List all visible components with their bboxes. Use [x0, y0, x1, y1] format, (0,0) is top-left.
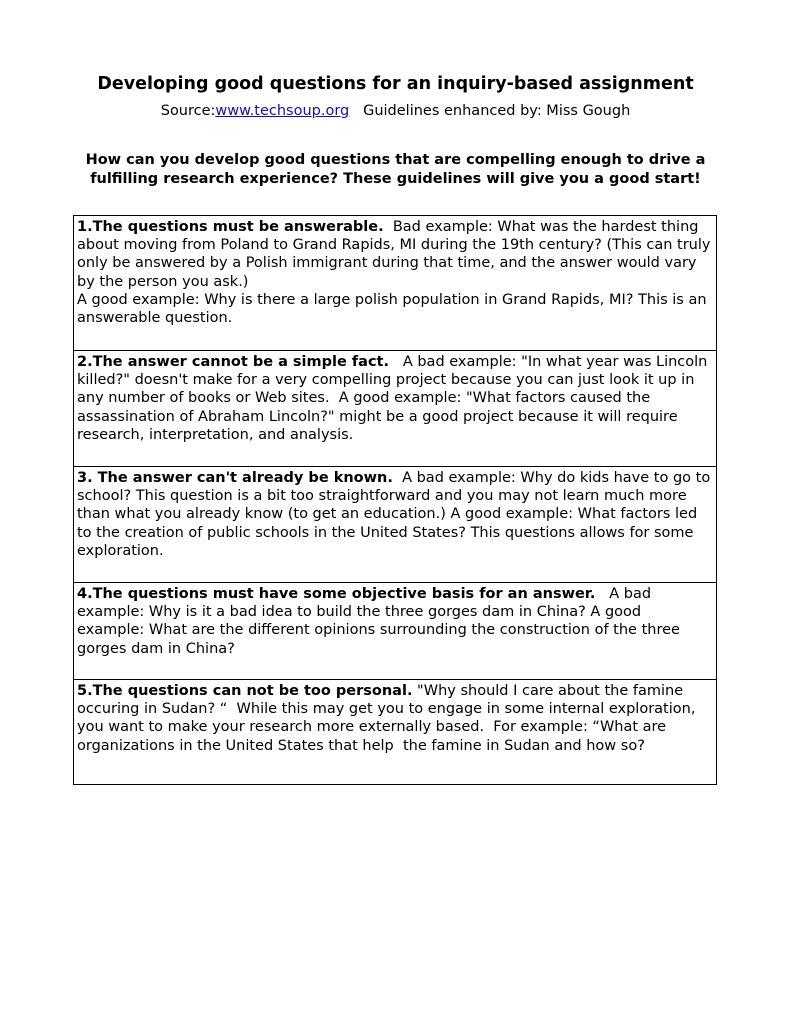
source-line [0, 101, 791, 121]
guideline-heading: 4.The questions must have some objective basis for an answer. [77, 586, 596, 602]
guidelines-table [73, 215, 717, 785]
guideline-body: A bad example: Why is it a bad idea to build the three gorges dam in China? A good example: What are the different opinions surrounding the construction of the three gorges dam in China? [77, 586, 685, 657]
guideline-body: A bad example: "In what year was Lincoln killed?" doesn't make for a very compelling project because you can just look it up in any number of books or Web sites. A good example: "What factors caused the assassination of Abraham Lincoln?" might be a good project because it will require research, interpretation, and analysis. [77, 354, 712, 443]
document-title: Developing good questions for an inquiry-based assignment [97, 74, 694, 94]
guideline-row [74, 351, 717, 467]
guideline-body: "Why should I care about the famine occuring in Sudan? “ While this may get you to engage in some internal exploration, you want to make your research more externally based. For example: “What are organizations in the United States that help the famine in Sudan and how so? [77, 683, 701, 754]
guideline-cell [74, 216, 717, 351]
guideline-cell [74, 351, 717, 467]
guideline-cell [74, 467, 717, 583]
guideline-row [74, 467, 717, 583]
guideline-body: A bad example: Why do kids have to go to school? This question is a bit too straightforward and you may not learn much more than what you already know (to get an education.) A good example: What factors led to the creation of public schools in the United States? This questions allows for some exploration. [77, 470, 715, 559]
enhanced-by-text: Guidelines enhanced by: Miss Gough [349, 103, 631, 119]
guideline-row [74, 583, 717, 680]
guideline-heading: 5.The questions can not be too personal. [77, 683, 413, 699]
source-link[interactable]: www.techsoup.org [215, 103, 350, 119]
guideline-body: Bad example: What was the hardest thing about moving from Poland to Grand Rapids, MI during the 19th century? (This can truly only be answered by a Polish immigrant during that time, and the answer would vary by the person you ask.) A good example: Why is there a large polish population in Grand Rapids, MI? This is an answerable question. [77, 219, 711, 327]
guideline-cell [74, 583, 717, 680]
guideline-heading: 1.The questions must be answerable. [77, 219, 384, 235]
guideline-row [74, 216, 717, 351]
source-label: Source: [160, 103, 216, 119]
guideline-cell [74, 680, 717, 785]
guideline-heading: 2.The answer cannot be a simple fact. [77, 354, 389, 370]
guideline-heading: 3. The answer can't already be known. [77, 470, 393, 486]
guideline-row [74, 680, 717, 785]
intro-paragraph: How can you develop good questions that are compelling enough to drive a fulfilling research experience? These guidelines will give you a good start! [85, 152, 706, 187]
